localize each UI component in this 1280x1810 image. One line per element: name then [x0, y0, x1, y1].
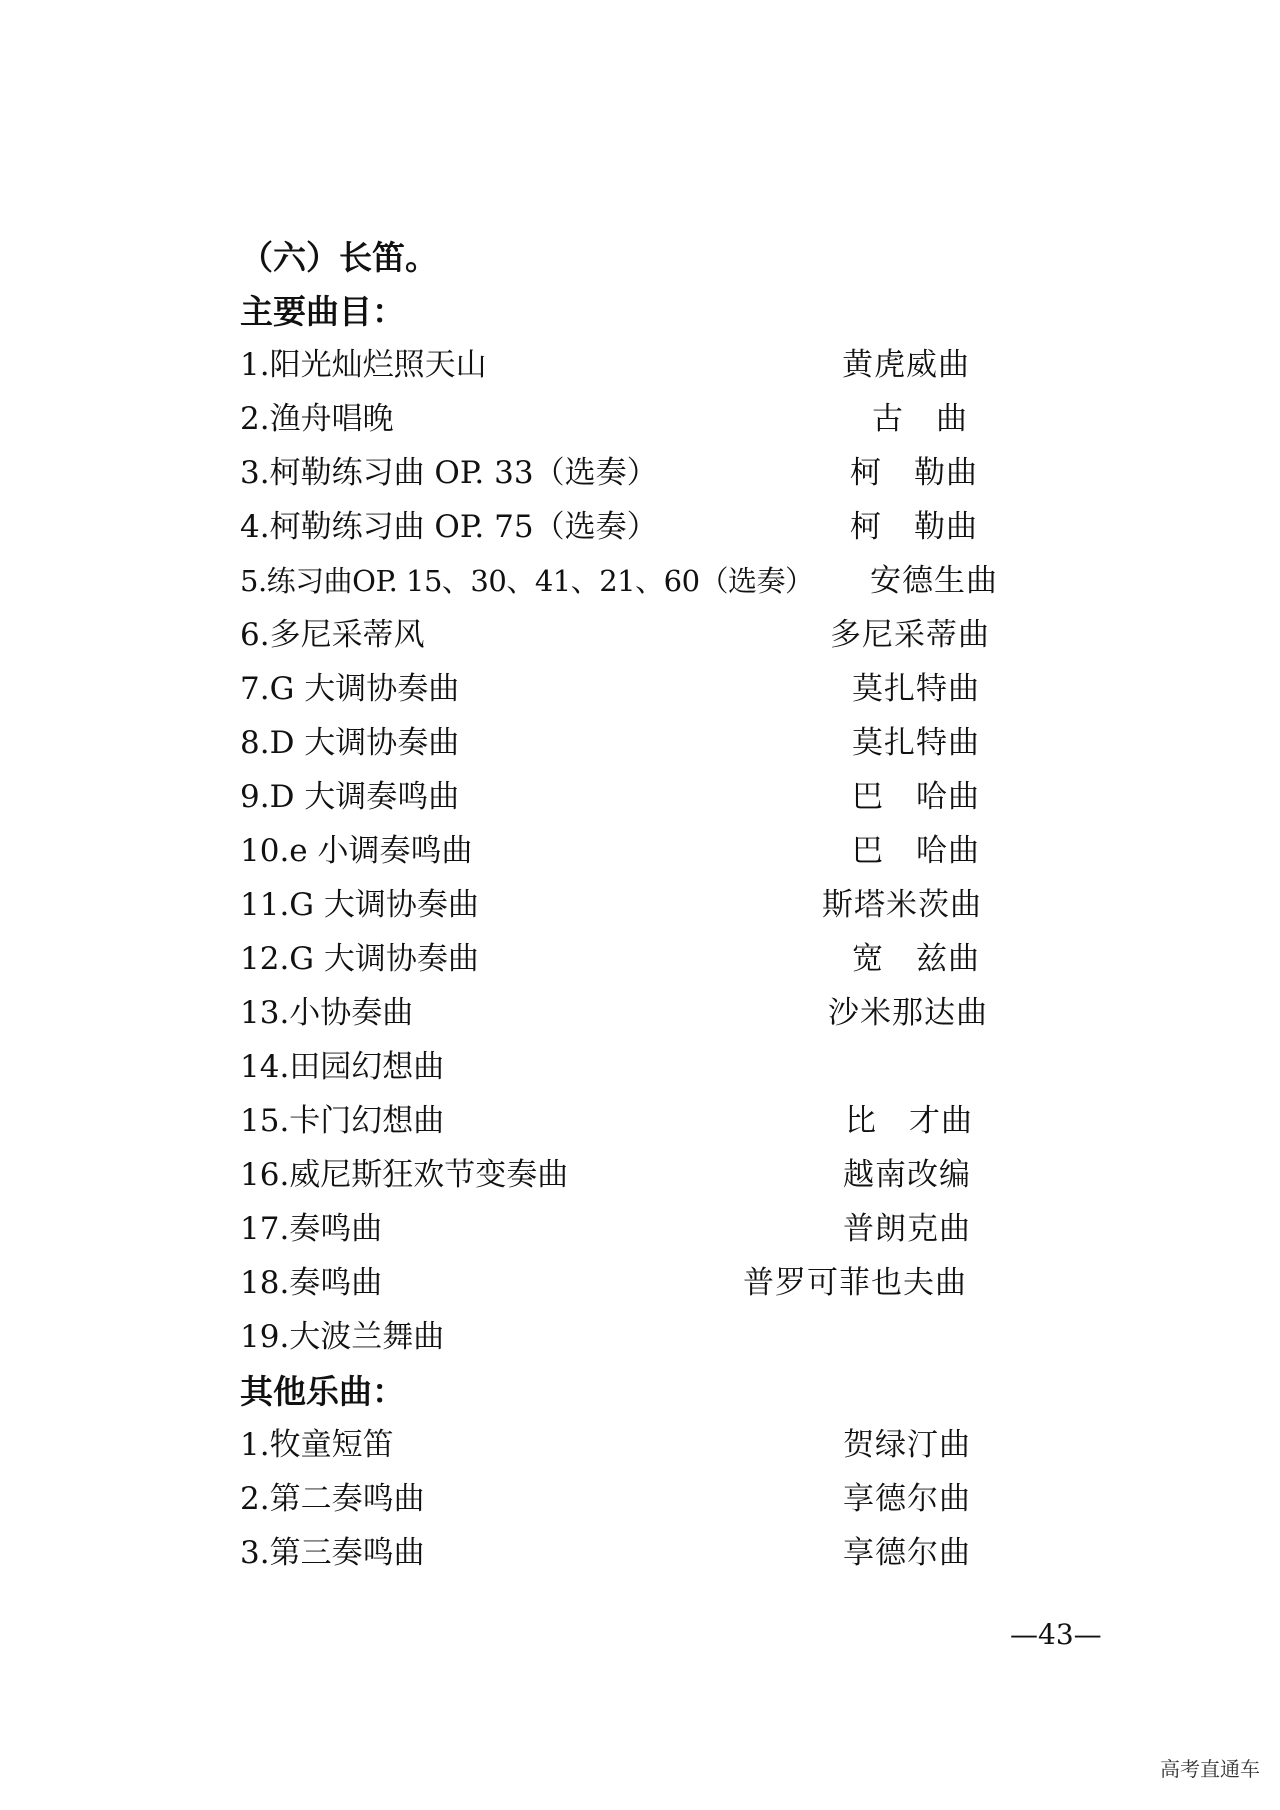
piece-title: 11.G 大调协奏曲 [240, 887, 479, 923]
list-item [240, 1531, 1000, 1575]
piece-title: 16.威尼斯狂欢节变奏曲 [240, 1157, 569, 1193]
piece-composer: 普朗克曲 [843, 1211, 971, 1247]
piece-title: 18.奏鸣曲 [240, 1265, 383, 1301]
list-item [240, 451, 1000, 495]
piece-composer: 越南改编 [843, 1157, 971, 1193]
piece-title: 2.第二奏鸣曲 [240, 1481, 425, 1517]
piece-composer: 安德生曲 [870, 563, 998, 599]
piece-title: 9.D 大调奏鸣曲 [240, 779, 460, 815]
piece-composer: 古 曲 [872, 401, 968, 437]
list-item [240, 1477, 1000, 1521]
main-pieces-heading: 主要曲目： [240, 292, 405, 331]
list-item [240, 991, 1000, 1035]
piece-composer: 沙米那达曲 [828, 995, 988, 1031]
piece-composer: 巴 哈曲 [852, 779, 980, 815]
list-item [240, 343, 1000, 387]
piece-composer: 莫扎特曲 [852, 671, 980, 707]
list-item [240, 1423, 1000, 1467]
piece-title: 12.G 大调协奏曲 [240, 941, 479, 977]
watermark-text: 高考直通车 [1160, 1757, 1260, 1781]
list-item [240, 721, 1000, 765]
list-item [240, 559, 1000, 603]
piece-title: 19.大波兰舞曲 [240, 1319, 445, 1355]
piece-composer: 比 才曲 [845, 1103, 973, 1139]
piece-title: 7.G 大调协奏曲 [240, 671, 460, 707]
piece-title: 3.第三奏鸣曲 [240, 1535, 425, 1571]
list-item [240, 667, 1000, 711]
piece-composer: 柯 勒曲 [850, 509, 978, 545]
piece-composer: 普罗可菲也夫曲 [743, 1265, 967, 1301]
section-title: （六）长笛。 [240, 238, 438, 277]
list-item [240, 613, 1000, 657]
piece-title: 8.D 大调协奏曲 [240, 725, 460, 761]
piece-composer: 莫扎特曲 [852, 725, 980, 761]
piece-composer: 柯 勒曲 [850, 455, 978, 491]
list-item [240, 829, 1000, 873]
piece-title: 17.奏鸣曲 [240, 1211, 383, 1247]
piece-title: 6.多尼采蒂风 [240, 617, 425, 653]
list-item [240, 1153, 1000, 1197]
piece-title: 15.卡门幻想曲 [240, 1103, 445, 1139]
piece-title: 2.渔舟唱晚 [240, 401, 394, 437]
list-item [240, 397, 1000, 441]
piece-composer: 多尼采蒂曲 [830, 617, 990, 653]
piece-title: 14.田园幻想曲 [240, 1049, 445, 1085]
list-item [240, 1261, 1000, 1305]
piece-title: 1.阳光灿烂照天山 [240, 347, 487, 383]
piece-title: 3.柯勒练习曲 OP. 33（选奏） [240, 455, 658, 491]
piece-title: 4.柯勒练习曲 OP. 75（选奏） [240, 509, 658, 545]
list-item [240, 775, 1000, 819]
piece-composer: 贺绿汀曲 [843, 1427, 971, 1463]
list-item [240, 1207, 1000, 1251]
piece-composer: 享德尔曲 [843, 1535, 971, 1571]
other-pieces-heading: 其他乐曲： [240, 1372, 405, 1411]
piece-title: 13.小协奏曲 [240, 995, 414, 1031]
piece-title: 10.e 小调奏鸣曲 [240, 833, 473, 869]
list-item [240, 505, 1000, 549]
piece-composer: 黄虎威曲 [842, 347, 970, 383]
piece-composer: 享德尔曲 [843, 1481, 971, 1517]
piece-composer: 巴 哈曲 [852, 833, 980, 869]
list-item [240, 883, 1000, 927]
list-item [240, 1099, 1000, 1143]
piece-title: 5.练习曲OP. 15、30、41、21、60（选奏） [240, 564, 814, 598]
list-item [240, 937, 1000, 981]
page-number: —43— [1010, 1618, 1102, 1651]
piece-composer: 宽 兹曲 [852, 941, 980, 977]
list-item [240, 1315, 1000, 1359]
piece-title: 1.牧童短笛 [240, 1427, 394, 1463]
piece-composer: 斯塔米茨曲 [822, 887, 982, 923]
list-item [240, 1045, 1000, 1089]
